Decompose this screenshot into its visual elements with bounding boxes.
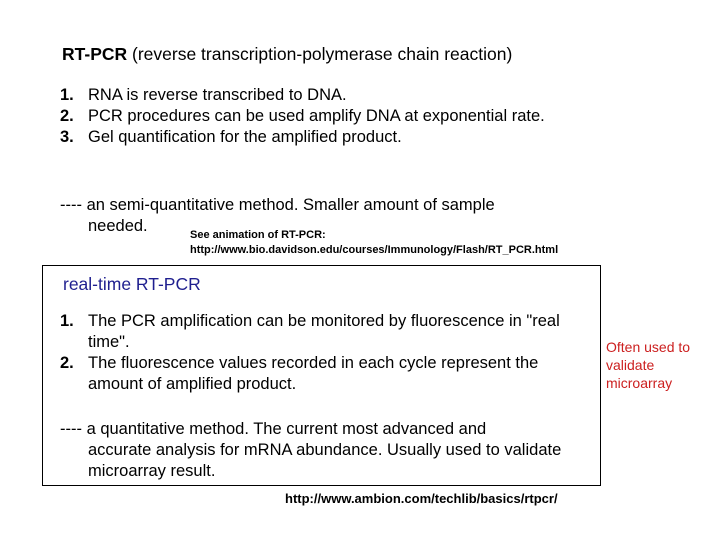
slide-title bbox=[62, 44, 512, 65]
list-item bbox=[60, 353, 590, 395]
list-text: PCR procedures can be used amplify DNA at exponential rate. bbox=[88, 107, 545, 125]
rt-pcr-steps bbox=[60, 85, 545, 148]
semi-note-line2: needed. bbox=[88, 217, 148, 235]
semi-note-line1: ---- an semi-quantitative method. Smaller amount of sample bbox=[60, 196, 495, 214]
list-number: 1. bbox=[60, 86, 74, 104]
list-item bbox=[60, 85, 545, 106]
list-text: The PCR amplification can be monitored by fluorescence in "real time". bbox=[88, 312, 560, 351]
animation-reference bbox=[190, 228, 558, 258]
realtime-steps bbox=[60, 311, 590, 395]
realtime-title: real-time RT-PCR bbox=[63, 274, 201, 294]
footer-link[interactable]: http://www.ambion.com/techlib/basics/rtpcr/ bbox=[285, 491, 558, 506]
list-number: 2. bbox=[60, 354, 74, 372]
quant-note-rest: accurate analysis for mRNA abundance. Usually used to validate microarray result. bbox=[88, 441, 562, 480]
quantitative-note bbox=[60, 419, 590, 482]
list-item bbox=[60, 106, 545, 127]
animation-label: See animation of RT-PCR: bbox=[190, 229, 326, 241]
side-note: Often used to validate microarray bbox=[606, 339, 691, 391]
list-number: 1. bbox=[60, 312, 74, 330]
list-item bbox=[60, 127, 545, 148]
list-text: The fluorescence values recorded in each cycle represent the amount of amplified product. bbox=[88, 354, 539, 393]
list-text: Gel quantification for the amplified product. bbox=[88, 128, 402, 146]
title-bold: RT-PCR bbox=[62, 44, 128, 64]
title-rest: (reverse transcription-polymerase chain reaction) bbox=[127, 44, 513, 64]
list-text: RNA is reverse transcribed to DNA. bbox=[88, 86, 347, 104]
list-item bbox=[60, 311, 590, 353]
animation-link[interactable]: http://www.bio.davidson.edu/courses/Immunology/Flash/RT_PCR.html bbox=[190, 244, 559, 256]
list-number: 2. bbox=[60, 107, 74, 125]
list-number: 3. bbox=[60, 128, 74, 146]
quant-note-line1: ---- a quantitative method. The current most advanced and bbox=[60, 420, 487, 438]
